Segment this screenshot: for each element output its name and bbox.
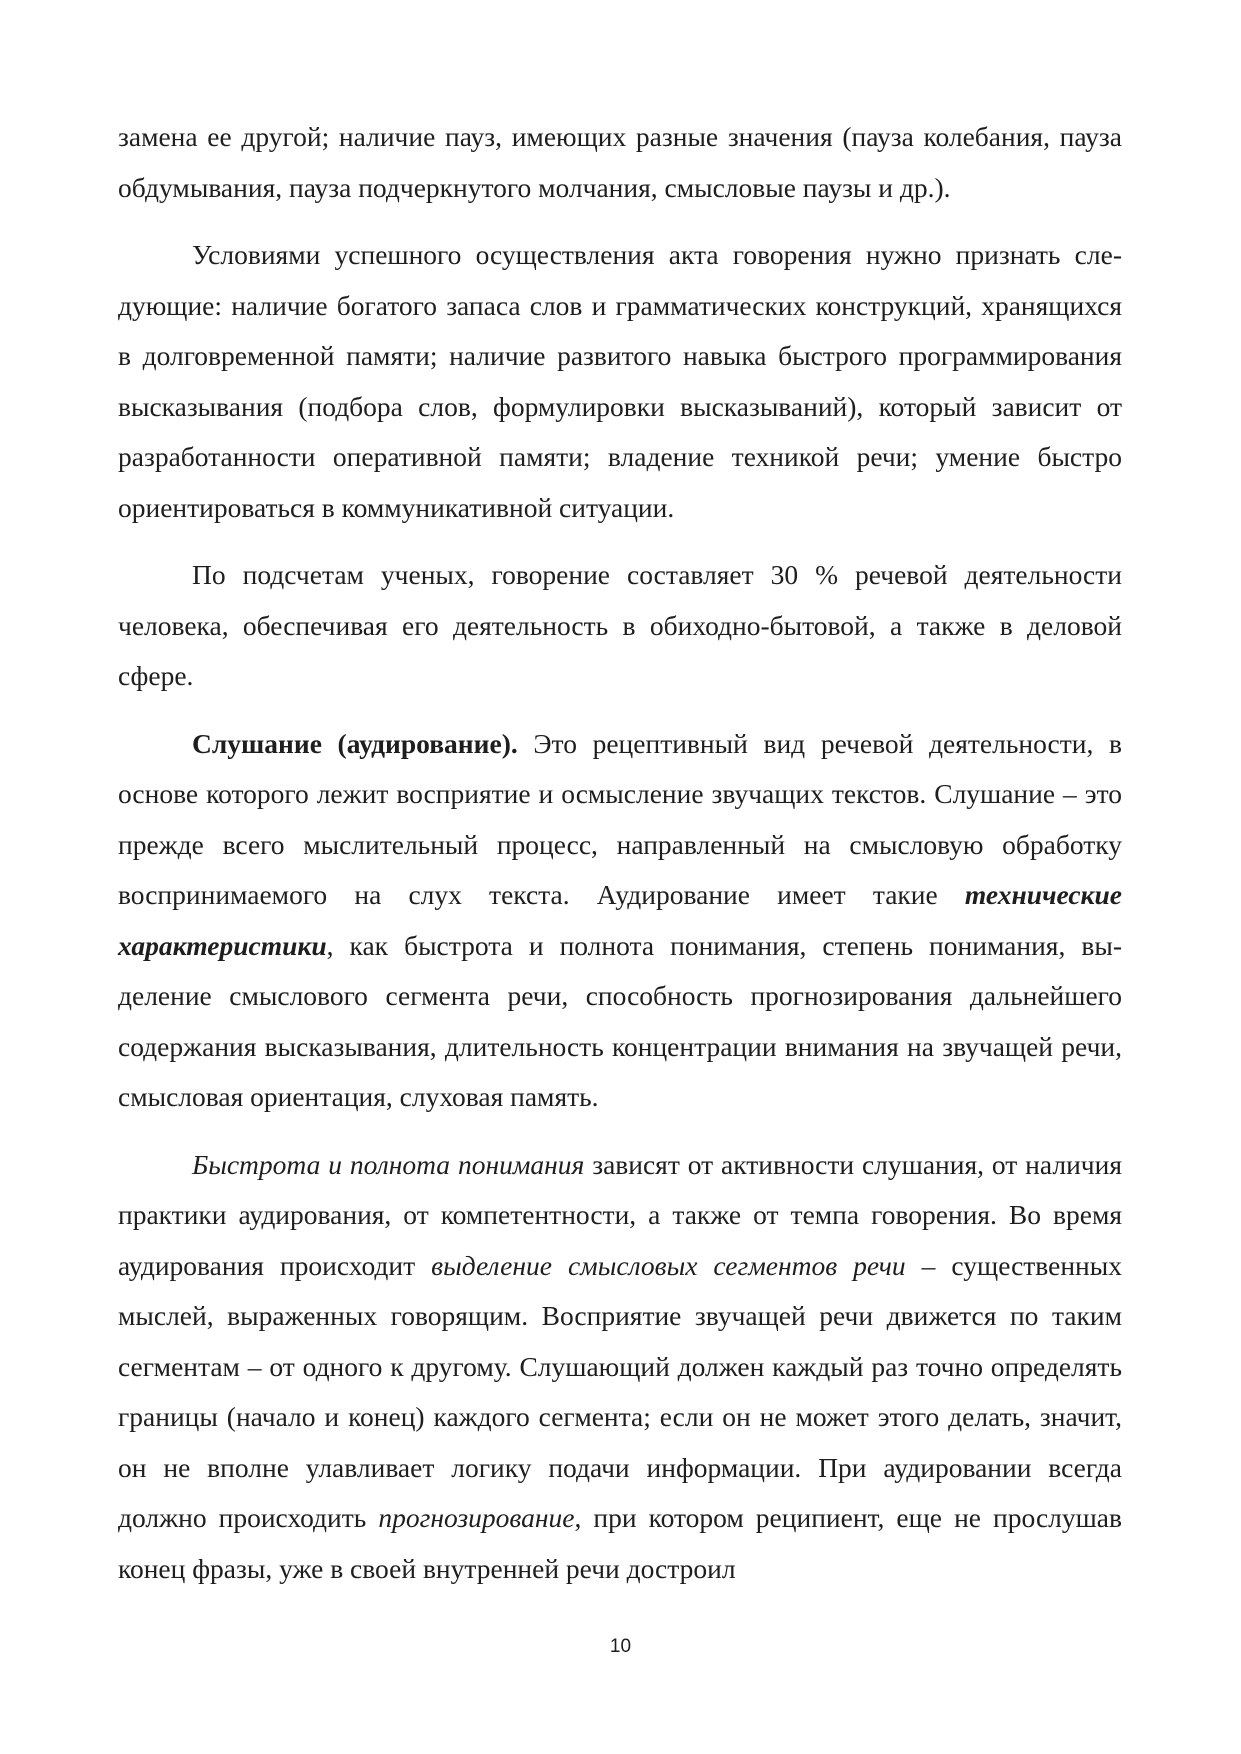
text-run-normal: , как быстрота и полнота понимания, степень понимания, выделение смыслового сегмента речи, способность прогнозирования дальнейшего содержания высказывания, длительность концентрации внимания на звучащей речи, смысловая ориентация, слуховая память. [118, 929, 1122, 1112]
paragraph [118, 230, 1122, 533]
text-run-bold-italic: технические характеристики [118, 879, 1122, 961]
text-run-normal: , при котором реципиент, еще не прослушав конец фразы, уже в своей внутренней речи достроил [118, 1502, 1122, 1584]
page-number: 10 [609, 1636, 632, 1657]
text-run-italic: прогнозирование [378, 1502, 575, 1533]
document-body [118, 112, 1122, 1611]
paragraph [118, 112, 1122, 213]
paragraph [118, 1140, 1122, 1595]
paragraph [118, 550, 1122, 702]
text-run-normal: По подсчетам ученых, говорение составляет 30 % речевой деятельности человека, обеспечивая его деятельность в обиходно-бытовой, а также в деловой сфере. [118, 559, 1122, 691]
text-run-bold: Слушание (аудирование). [192, 727, 518, 759]
paragraph [118, 719, 1122, 1123]
text-run-normal: замена ее другой; наличие пауз, имеющих разные значения (пауза колебания, пауза обдумывания, пауза подчеркнутого молчания, смысловые паузы и др.). [118, 121, 1122, 203]
text-run-normal: – существенных мыслей, выраженных говорящим. Восприятие звучащей речи движется по таким сегментам – от одного к другому. Слушающий должен каждый раз точно определять границы (начало и конец) каждого сегмента; если он не может этого делать, значит, он не вполне улавливает логику подачи информации. При аудировании всегда должно происходить [118, 1249, 1122, 1533]
text-run-italic: Быстрота и полнота понимания [192, 1148, 585, 1180]
text-run-italic: выделение смысловых сегментов речи [431, 1249, 906, 1281]
text-run-normal: Условиями успешного осуществления акта говорения нужно признать следующие: наличие богатого запаса слов и грамматических конструкций, хранящихся в долговременной памяти; наличие развитого навыка быстрого программирования высказывания (подбора слов, формулировки высказываний), который зависит от разработанности оперативной памяти; владение техникой речи; умение быстро ориентироваться в коммуникативной ситуации. [118, 239, 1122, 523]
text-run-normal: Это рецептивный вид речевой деятельности, в основе которого лежит восприятие и осмысление звучащих текстов. Слушание – это прежде всего мыслительный процесс, направленный на смысловую обработку воспринимаемого на слух текста. Аудирование имеет такие [118, 727, 1122, 910]
text-run-normal: зависят от активности слушания, от наличия практики аудирования, от компетентности, а также от темпа говорения. Во время аудирования происходит [118, 1148, 1122, 1281]
